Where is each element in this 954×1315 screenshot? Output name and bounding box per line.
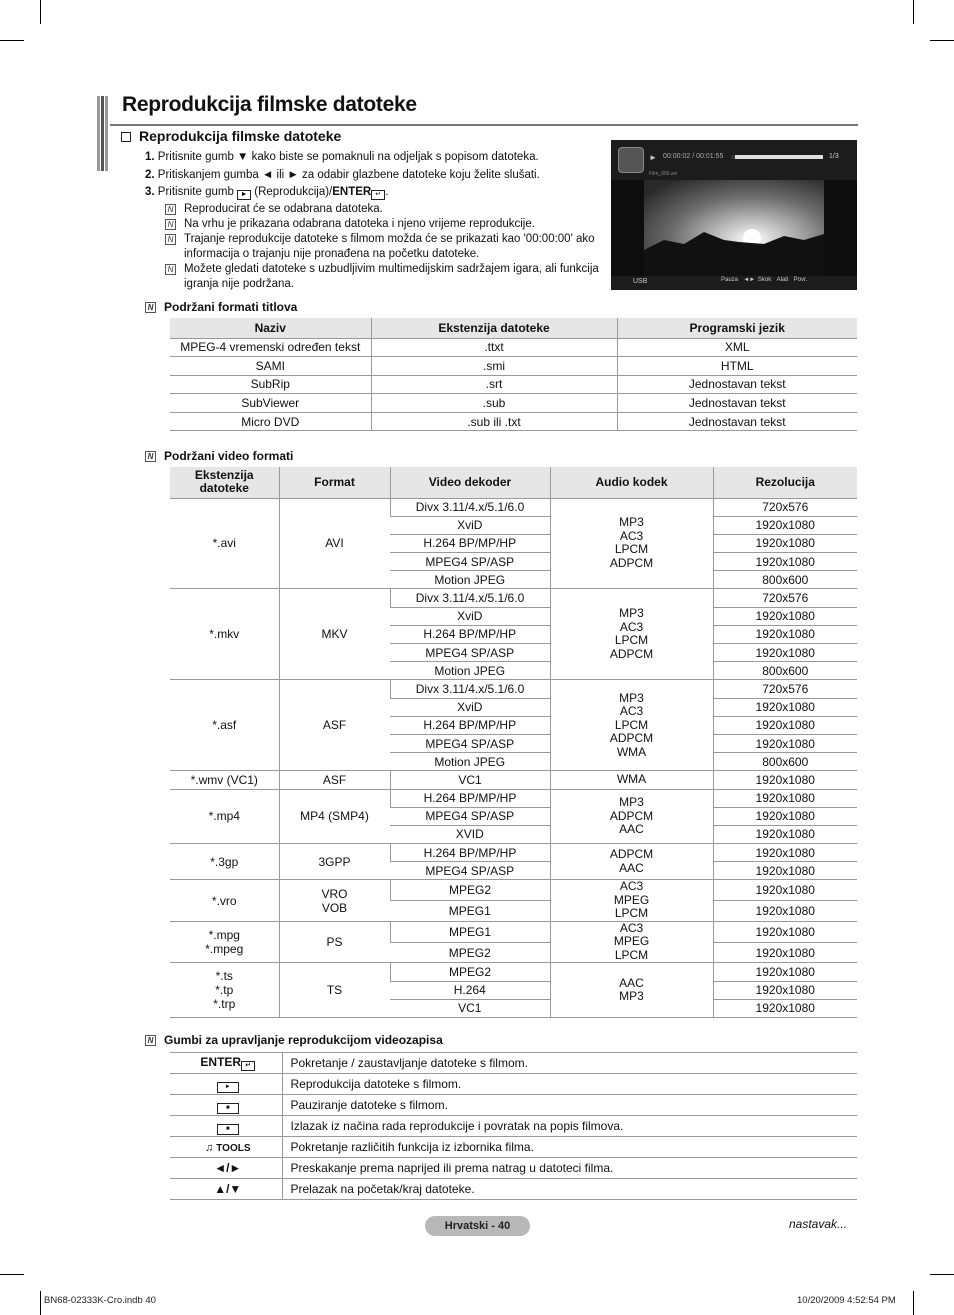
key-cell	[170, 1158, 282, 1179]
key-label: ▲/▼	[214, 1182, 242, 1196]
note-icon: N	[165, 264, 176, 275]
resolution-cell: 1920x1080	[713, 789, 857, 807]
tools-icon: ♫	[204, 1142, 214, 1154]
step-3: 3. Pritisnite gumb ► (Reprodukcija)/ENTER ↵ .	[145, 186, 389, 198]
decoder-cell: VC1	[390, 771, 550, 789]
resolution-cell: 1920x1080	[713, 698, 857, 716]
title-decoration	[97, 96, 111, 171]
page-title: Reprodukcija filmske datoteke	[122, 93, 417, 116]
remote-key-icon: ►	[217, 1082, 239, 1093]
table-row	[170, 680, 857, 698]
decoder-cell: MPEG4 SP/ASP	[390, 734, 550, 752]
table-cell: SubViewer	[170, 394, 371, 413]
table-cell: MPEG-4 vremenski određen tekst	[170, 338, 371, 357]
format-cell: TS	[279, 963, 390, 1018]
resolution-cell: 1920x1080	[713, 734, 857, 752]
ext-cell: *.vro	[170, 880, 279, 922]
resolution-cell: 1920x1080	[713, 516, 857, 534]
ext-cell: *.avi	[170, 498, 279, 589]
audio-cell: WMA	[550, 771, 713, 789]
audio-cell: MP3 AC3 LPCM ADPCM	[550, 498, 713, 589]
remote-key-icon: ■	[217, 1103, 239, 1114]
remote-key-icon: ■	[217, 1124, 239, 1135]
decoder-cell: XviD	[390, 516, 550, 534]
note-icon: N	[165, 219, 176, 230]
col-header: Ekstenzija datoteke	[371, 318, 617, 338]
tv-controls: Pauza ◄► Skok Alati Povr.	[721, 277, 808, 283]
decoder-cell: MPEG2	[390, 942, 550, 963]
col-header: Video dekoder	[390, 467, 550, 498]
video-formats-title: N Podržani video formati	[145, 449, 293, 463]
decoder-cell: MPEG4 SP/ASP	[390, 807, 550, 825]
table-row	[170, 1158, 857, 1179]
resolution-cell: 1920x1080	[713, 825, 857, 843]
audio-cell: MP3 AC3 LPCM ADPCM WMA	[550, 680, 713, 771]
note: N Reproducirat će se odabrana datoteka.	[165, 202, 605, 217]
step-2: 2. Pritiskanjem gumba ◄ ili ► za odabir glazbene datoteke koju želite slušati.	[145, 168, 540, 181]
key-cell	[170, 1095, 282, 1116]
table-row	[170, 1179, 857, 1200]
note: N Trajanje reprodukcije datoteke s filmom možda će se prikazati kao '00:00:00' ako informacija o trajanju nije pronađena na početku datoteke.	[165, 232, 605, 262]
tv-counter: 1/3	[829, 153, 839, 160]
decoder-cell: Motion JPEG	[390, 571, 550, 589]
resolution-cell: 1920x1080	[713, 771, 857, 789]
resolution-cell: 1920x1080	[713, 981, 857, 999]
resolution-cell: 1920x1080	[713, 999, 857, 1017]
table-cell: SAMI	[170, 357, 371, 376]
desc-cell: Pauziranje datoteke s filmom.	[282, 1095, 857, 1116]
table-row	[170, 338, 857, 357]
ext-cell: *.asf	[170, 680, 279, 771]
resolution-cell: 720x576	[713, 589, 857, 607]
title-rule	[110, 124, 858, 126]
decoder-cell: XviD	[390, 607, 550, 625]
table-row	[170, 375, 857, 394]
video-formats-table	[170, 467, 857, 1018]
resolution-cell: 1920x1080	[713, 880, 857, 901]
continued-label: nastavak...	[789, 1217, 848, 1231]
table-cell: .smi	[371, 357, 617, 376]
tv-screen	[611, 140, 857, 290]
table-row	[170, 1074, 857, 1095]
col-header: Format	[279, 467, 390, 498]
footer-file: BN68-02333K-Cro.indb 40	[44, 1295, 156, 1306]
table-row	[170, 880, 857, 901]
table-cell: .srt	[371, 375, 617, 394]
note-icon: N	[165, 204, 176, 215]
decoder-cell: Motion JPEG	[390, 662, 550, 680]
footer-datetime: 10/20/2009 4:52:54 PM	[797, 1295, 896, 1306]
col-header: Audio kodek	[550, 467, 713, 498]
table-row	[170, 412, 857, 431]
desc-cell: Prelazak na početak/kraj datoteke.	[282, 1179, 857, 1200]
buttons-table	[170, 1052, 857, 1200]
ext-cell: *.ts *.tp *.trp	[170, 963, 279, 1018]
decoder-cell: MPEG4 SP/ASP	[390, 553, 550, 571]
note-icon: N	[145, 1035, 156, 1046]
table-cell: .ttxt	[371, 338, 617, 357]
resolution-cell: 800x600	[713, 753, 857, 771]
play-key-icon: ►	[237, 190, 251, 200]
table-row	[170, 1116, 857, 1137]
progress-fill	[731, 155, 735, 159]
audio-cell: ADPCM AAC	[550, 844, 713, 880]
decoder-cell: H.264 BP/MP/HP	[390, 625, 550, 643]
decoder-cell: MPEG1	[390, 921, 550, 942]
table-cell: .sub ili .txt	[371, 412, 617, 431]
decoder-cell: MPEG4 SP/ASP	[390, 862, 550, 880]
note-icon: N	[145, 451, 156, 462]
page-number: Hrvatski - 40	[425, 1216, 530, 1236]
desc-cell: Pokretanje različitih funkcija iz izbornika filma.	[282, 1137, 857, 1158]
table-row	[170, 963, 857, 981]
col-header: Programski jezik	[617, 318, 857, 338]
decoder-cell: MPEG1	[390, 901, 550, 922]
ext-cell: *.wmv (VC1)	[170, 771, 279, 789]
desc-cell: Pokretanje / zaustavljanje datoteke s filmom.	[282, 1053, 857, 1074]
ext-cell: *.mp4	[170, 789, 279, 844]
ext-cell: *.mkv	[170, 589, 279, 680]
decoder-cell: XVID	[390, 825, 550, 843]
audio-cell: AC3 MPEG LPCM	[550, 880, 713, 922]
note: N Na vrhu je prikazana odabrana datoteka i njeno vrijeme reprodukcije.	[165, 217, 605, 232]
buttons-title: N Gumbi za upravljanje reprodukcijom videozapisa	[145, 1033, 443, 1047]
decoder-cell: Divx 3.11/4.x/5.1/6.0	[390, 589, 550, 607]
table-row	[170, 357, 857, 376]
step-1: 1. Pritisnite gumb ▼ kako biste se pomaknuli na odjeljak s popisom datoteka.	[145, 151, 539, 163]
resolution-cell: 720x576	[713, 680, 857, 698]
decoder-cell: MPEG2	[390, 880, 550, 901]
key-cell	[170, 1179, 282, 1200]
audio-cell: MP3 ADPCM AAC	[550, 789, 713, 844]
col-header: Naziv	[170, 318, 371, 338]
table-row	[170, 771, 857, 789]
desc-cell: Preskakanje prema naprijed ili prema natrag u datoteci filma.	[282, 1158, 857, 1179]
tv-filename: Film_000.avi	[649, 171, 678, 177]
decoder-cell: Motion JPEG	[390, 753, 550, 771]
format-cell: AVI	[279, 498, 390, 589]
table-row	[170, 589, 857, 607]
resolution-cell: 1920x1080	[713, 625, 857, 643]
desc-cell: Reprodukcija datoteke s filmom.	[282, 1074, 857, 1095]
col-header: Rezolucija	[713, 467, 857, 498]
key-label: TOOLS	[216, 1143, 251, 1154]
resolution-cell: 1920x1080	[713, 921, 857, 942]
format-cell: PS	[279, 921, 390, 963]
resolution-cell: 800x600	[713, 571, 857, 589]
key-cell	[170, 1053, 282, 1074]
audio-cell: AC3 MPEG LPCM	[550, 921, 713, 963]
resolution-cell: 1920x1080	[713, 844, 857, 862]
key-label: ENTER	[200, 1055, 242, 1069]
resolution-cell: 1920x1080	[713, 901, 857, 922]
tv-time: 00:00:02 / 00:01:55	[663, 153, 724, 160]
resolution-cell: 1920x1080	[713, 644, 857, 662]
ext-cell: *.3gp	[170, 844, 279, 880]
resolution-cell: 1920x1080	[713, 963, 857, 981]
decoder-cell: Divx 3.11/4.x/5.1/6.0	[390, 680, 550, 698]
table-row	[170, 844, 857, 862]
format-cell: ASF	[279, 771, 390, 789]
audio-cell: MP3 AC3 LPCM ADPCM	[550, 589, 713, 680]
decoder-cell: Divx 3.11/4.x/5.1/6.0	[390, 498, 550, 516]
key-cell	[170, 1074, 282, 1095]
decoder-cell: H.264 BP/MP/HP	[390, 844, 550, 862]
table-cell: Jednostavan tekst	[617, 375, 857, 394]
decoder-cell: XviD	[390, 698, 550, 716]
table-cell: Jednostavan tekst	[617, 394, 857, 413]
enter-key-icon: ↵	[241, 1061, 255, 1071]
resolution-cell: 1920x1080	[713, 862, 857, 880]
note-icon: N	[145, 302, 156, 313]
table-row	[170, 789, 857, 807]
decoder-cell: H.264	[390, 981, 550, 999]
decoder-cell: H.264 BP/MP/HP	[390, 789, 550, 807]
progress-bar	[731, 155, 823, 159]
enter-key-icon: ↵	[371, 190, 385, 200]
note-icon: N	[165, 234, 176, 245]
steps	[145, 149, 605, 292]
key-label: ◄/►	[214, 1161, 242, 1175]
table-row	[170, 1095, 857, 1116]
table-row	[170, 921, 857, 942]
format-cell: ASF	[279, 680, 390, 771]
checkbox-icon	[121, 132, 131, 142]
resolution-cell: 1920x1080	[713, 607, 857, 625]
decoder-cell: H.264 BP/MP/HP	[390, 534, 550, 552]
table-cell: .sub	[371, 394, 617, 413]
resolution-cell: 720x576	[713, 498, 857, 516]
format-cell: MKV	[279, 589, 390, 680]
table-cell: SubRip	[170, 375, 371, 394]
section-title: Reprodukcija filmske datoteke	[121, 128, 341, 144]
resolution-cell: 1920x1080	[713, 534, 857, 552]
resolution-cell: 1920x1080	[713, 807, 857, 825]
key-cell	[170, 1137, 282, 1158]
table-cell: Micro DVD	[170, 412, 371, 431]
col-header: Ekstenzija datoteke	[170, 467, 279, 498]
resolution-cell: 800x600	[713, 662, 857, 680]
table-row	[170, 1137, 857, 1158]
table-row	[170, 394, 857, 413]
audio-cell: AAC MP3	[550, 963, 713, 1018]
decoder-cell: MPEG4 SP/ASP	[390, 644, 550, 662]
sunset-image	[644, 180, 824, 276]
key-cell	[170, 1116, 282, 1137]
table-row	[170, 1053, 857, 1074]
ext-cell: *.mpg *.mpeg	[170, 921, 279, 963]
table-row	[170, 498, 857, 516]
format-cell: 3GPP	[279, 844, 390, 880]
resolution-cell: 1920x1080	[713, 942, 857, 963]
note: N Možete gledati datoteke s uzbudljivim multimedijskim sadržajem igara, ali funkcija igranja nije podržana.	[165, 262, 605, 292]
desc-cell: Izlazak iz načina rada reprodukcije i povratak na popis filmova.	[282, 1116, 857, 1137]
decoder-cell: VC1	[390, 999, 550, 1017]
film-icon	[618, 147, 644, 173]
play-icon: ►	[649, 153, 657, 162]
format-cell: MP4 (SMP4)	[279, 789, 390, 844]
subtitle-formats-title: N Podržani formati titlova	[145, 300, 297, 314]
subtitle-formats-table	[170, 318, 857, 431]
decoder-cell: MPEG2	[390, 963, 550, 981]
decoder-cell: H.264 BP/MP/HP	[390, 716, 550, 734]
table-cell: Jednostavan tekst	[617, 412, 857, 431]
resolution-cell: 1920x1080	[713, 716, 857, 734]
resolution-cell: 1920x1080	[713, 553, 857, 571]
tv-device: USB	[633, 278, 648, 285]
table-cell: HTML	[617, 357, 857, 376]
table-cell: XML	[617, 338, 857, 357]
format-cell: VRO VOB	[279, 880, 390, 922]
